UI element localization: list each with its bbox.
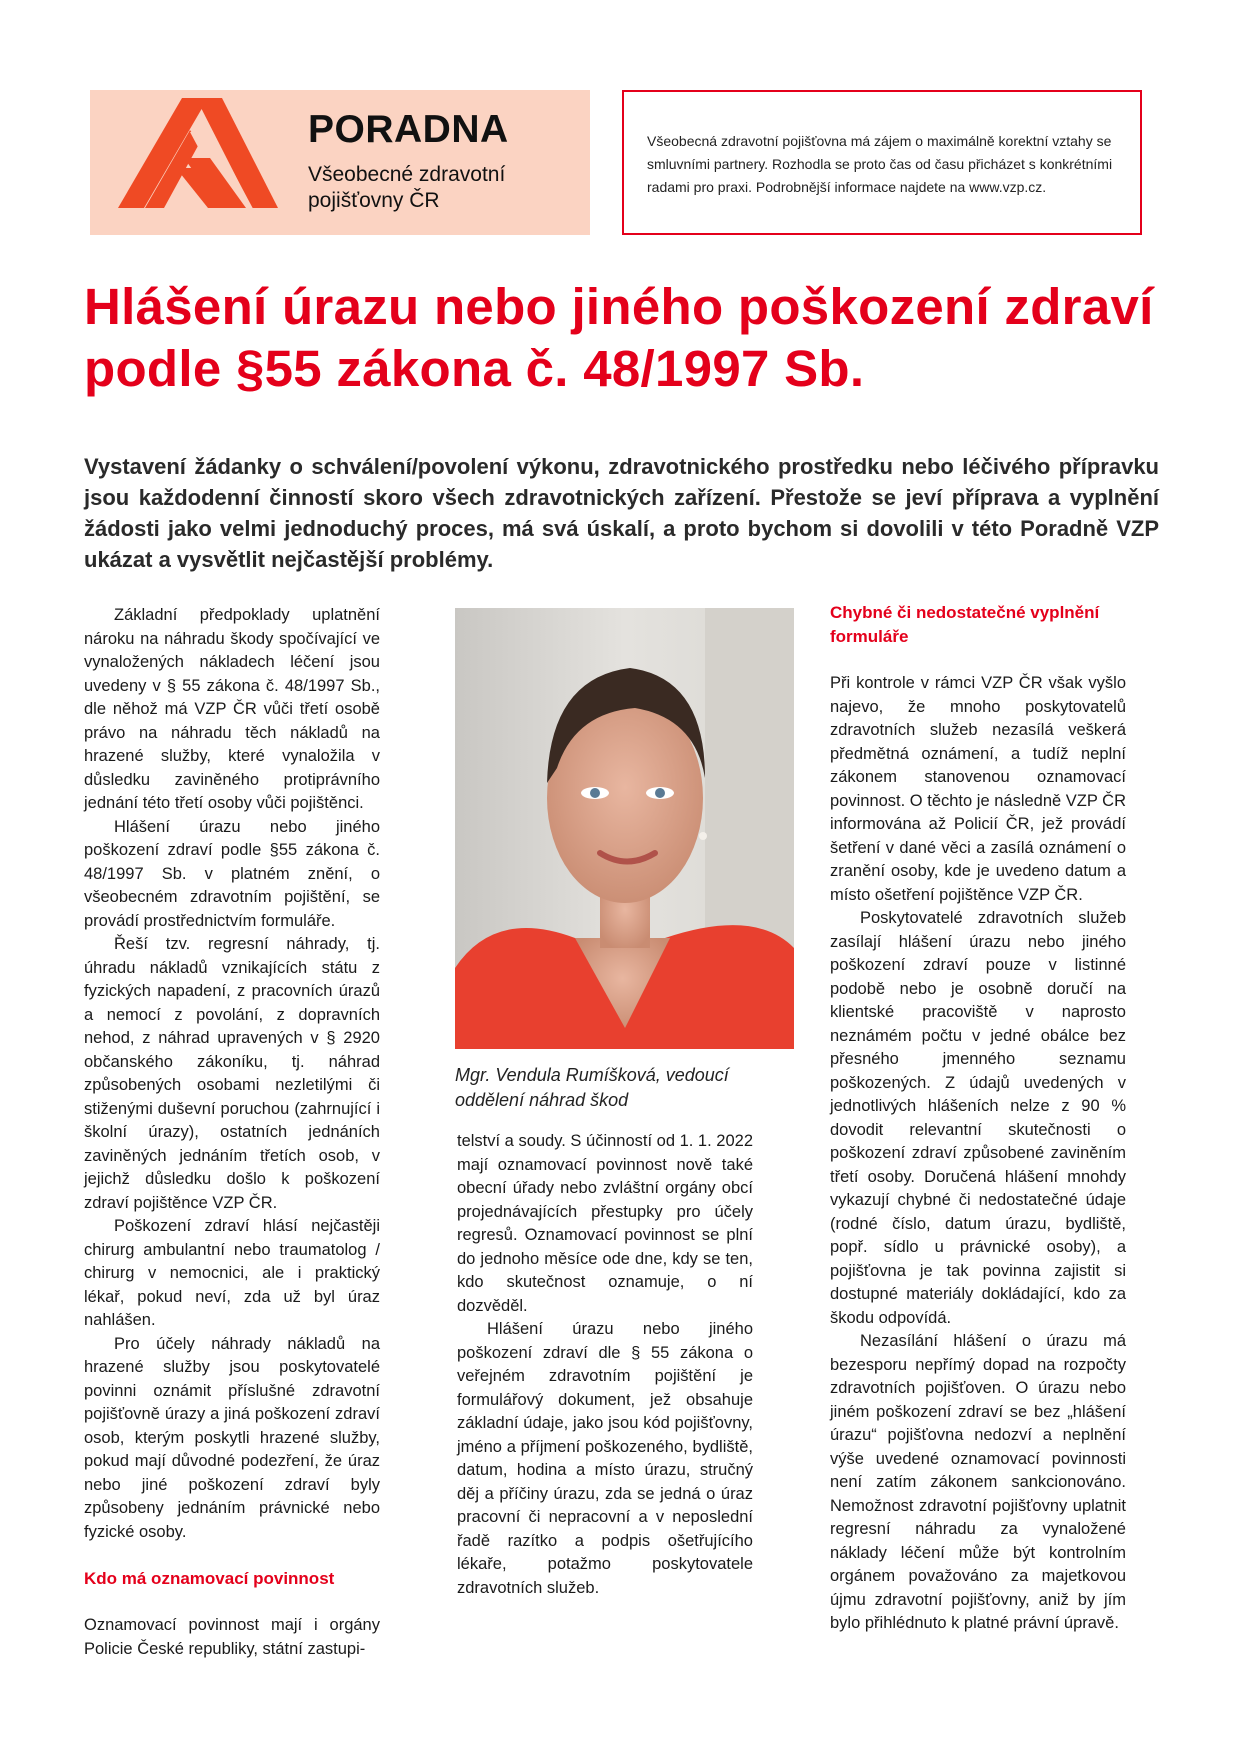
paragraph: Poškození zdraví hlásí nejčastěji chirurg ambulantní nebo traumatolog / chirurg v nemocnici, ale i praktický lékař, pokud neví, zda už byl úraz nahlášen. bbox=[84, 1217, 380, 1329]
paragraph: Oznamovací povinnost mají i orgány Policie České republiky, státní zastupi- bbox=[84, 1616, 380, 1658]
notice-box bbox=[622, 90, 1142, 235]
header-box bbox=[90, 90, 590, 235]
article-headline: Hlášení úrazu nebo jiného poškození zdraví podle §55 zákona č. 48/1997 Sb. bbox=[84, 278, 1154, 397]
column-1 bbox=[84, 604, 380, 1661]
section-subhead: Kdo má oznamovací povinnost bbox=[84, 1569, 335, 1588]
column-3 bbox=[830, 601, 1126, 1636]
section-subhead: Chybné či nedostatečné vyplnění formuláře bbox=[830, 603, 1100, 646]
paragraph: Hlášení úrazu nebo jiného poškození zdraví podle §55 zákona č. 48/1997 Sb. v platném znění, o všeobecném zdravotním pojištění, se provádí prostřednictvím formuláře. bbox=[84, 817, 380, 930]
column-2 bbox=[457, 1130, 753, 1600]
paragraph: Při kontrole v rámci VZP ČR však vyšlo najevo, že mnoho poskytovatelů zdravotních služeb nezasílá veškerá předmětná oznámení, a tudíž neplní zákonem stanovenou oznamovací povinnost. O těchto je následně VZP ČR informována až Policií ČR, jež provádí šetření v dané věci a zasílá oznámení o zranění osoby, kde je uvedeno datum a místo ošetření pojištěnce VZP ČR. bbox=[830, 674, 1126, 904]
notice-text: Všeobecná zdravotní pojišťovna má zájem o maximálně korektní vztahy se smluvními partnery. Rozhodla se proto čas od času přicházet s konkrétními radami pro praxi. Podrobnější informace najdete na www.vzp.cz. bbox=[647, 133, 1113, 195]
paragraph: Pro účely náhrady nákladů na hrazené služby jsou poskytovatelé povinni oznámit příslušné zdravotní pojišťovně úrazy a jiná poškození zdraví osob, kterým poskytli hrazené služby, pokud mají důvodné podezření, že úraz nebo jiné poškození zdraví byly způsobeny jednáním právnické nebo fyzické osoby. bbox=[84, 1334, 380, 1541]
paragraph: Nezasílání hlášení o úrazu má bezesporu nepřímý dopad na rozpočty zdravotních pojišťoven. O úrazu nebo jiném poškození zdraví se bez „hlášení úrazu“ pojišťovna nedozví a neplnění výše uvedené oznamovací povinnosti není zatím zákonem sankcionováno. Nemožnost zdravotní pojišťovny uplatnit regresní náhradu za vynaložené náklady léčení může být kontrolním orgánem považováno za majetkovou újmu zdravotní pojišťovny, aniž by jím bylo přihlédnuto k platné právní úpravě. bbox=[830, 1332, 1126, 1632]
article-lead: Vystavení žádanky o schválení/povolení výkonu, zdravotnického prostředku nebo léčivého přípravku jsou každodenní činností skoro všech zdravotnických zařízení. Přestože se jeví příprava a vyplnění žádosti jako velmi jednoduchý proces, má svá úskalí, a proto bychom si dovolili v této Poradně VZP ukázat a vysvětlit nejčastější problémy. bbox=[84, 454, 1159, 572]
paragraph: telství a soudy. S účinností od 1. 1. 2022 mají oznamovací povinnost nově také obecní úřady nebo zvláštní orgány obcí projednávajících přestupky pro účely regresů. Oznamovací povinnost se plní do jednoho měsíce ode dne, kdy se ten, kdo skutečnost oznamuje, o ní dozvěděl. bbox=[457, 1132, 753, 1315]
paragraph: Poskytovatelé zdravotních služeb zasílají hlášení úrazu nebo jiného poškození zdraví pouze v listinné podobě nebo je osobně doručí na klientské pracoviště v naprosto neznámém počtu v jedné obálce bez přesného jmenného seznamu poškozených. Z údajů uvedených v jednotlivých hlášeních nelze z 90 % dovodit relevantní skutečnosti o poškození zdraví způsobené zaviněním třetí osoby. Doručená hlášení mnohdy vykazují chybné či nedostatečné údaje (rodné číslo, datum úrazu, bydliště, popř. sídlo u právnické osoby), a pojišťovna je tak povinna zajistit si dostupné materiály dokládající, kdo za škodu odpovídá. bbox=[830, 909, 1126, 1327]
portrait-photo bbox=[455, 608, 794, 1049]
paragraph: Řeší tzv. regresní náhrady, tj. úhradu nákladů vznikajících státu z fyzických napadení, z pracovních úrazů a nemocí z povolání, z dopravních nehod, z náhrad upravených v § 2920 občanského zákoníku, tj. náhrad způsobených osobami nezletilými či stiženými duševní poruchou (zahrnující i školní úrazy), ostatních jednáních zaviněných jednáním třetích osob, v jejichž důsledku došlo k poškození zdraví pojištěnce VZP ČR. bbox=[84, 935, 380, 1212]
brand-subtitle: Všeobecné zdravotní pojišťovny ČR bbox=[308, 163, 506, 212]
vzp-logo-icon bbox=[118, 98, 278, 228]
photo-caption: Mgr. Vendula Rumíšková, vedoucí oddělení náhrad škod bbox=[455, 1065, 729, 1110]
paragraph: Hlášení úrazu nebo jiného poškození zdraví dle § 55 zákona o veřejném zdravotním pojištění je formulářový dokument, jež obsahuje základní údaje, jako jsou kód pojišťovny, jméno a příjmení poškozeného, bydliště, datum, hodina a místo úrazu, stručný děj a příčiny úrazu, zda se jedná o úraz pracovní či nepracovní a v neposlední řadě razítko a podpis ošetřujícího lékaře, potažmo poskytovatele zdravotních služeb. bbox=[457, 1320, 753, 1597]
brand-title: PORADNA bbox=[308, 108, 509, 151]
paragraph: Základní předpoklady uplatnění nároku na náhradu škody spočívající ve vynaložených nákladech léčení jsou uvedeny v § 55 zákona č. 48/1997 Sb., dle něhož má VZP ČR vůči třetí osobě právo na náhradu těch nákladů na hrazené služby, které vynaložila v důsledku zaviněného protiprávního jednání této třetí osoby vůči pojištěnci. bbox=[84, 606, 380, 812]
